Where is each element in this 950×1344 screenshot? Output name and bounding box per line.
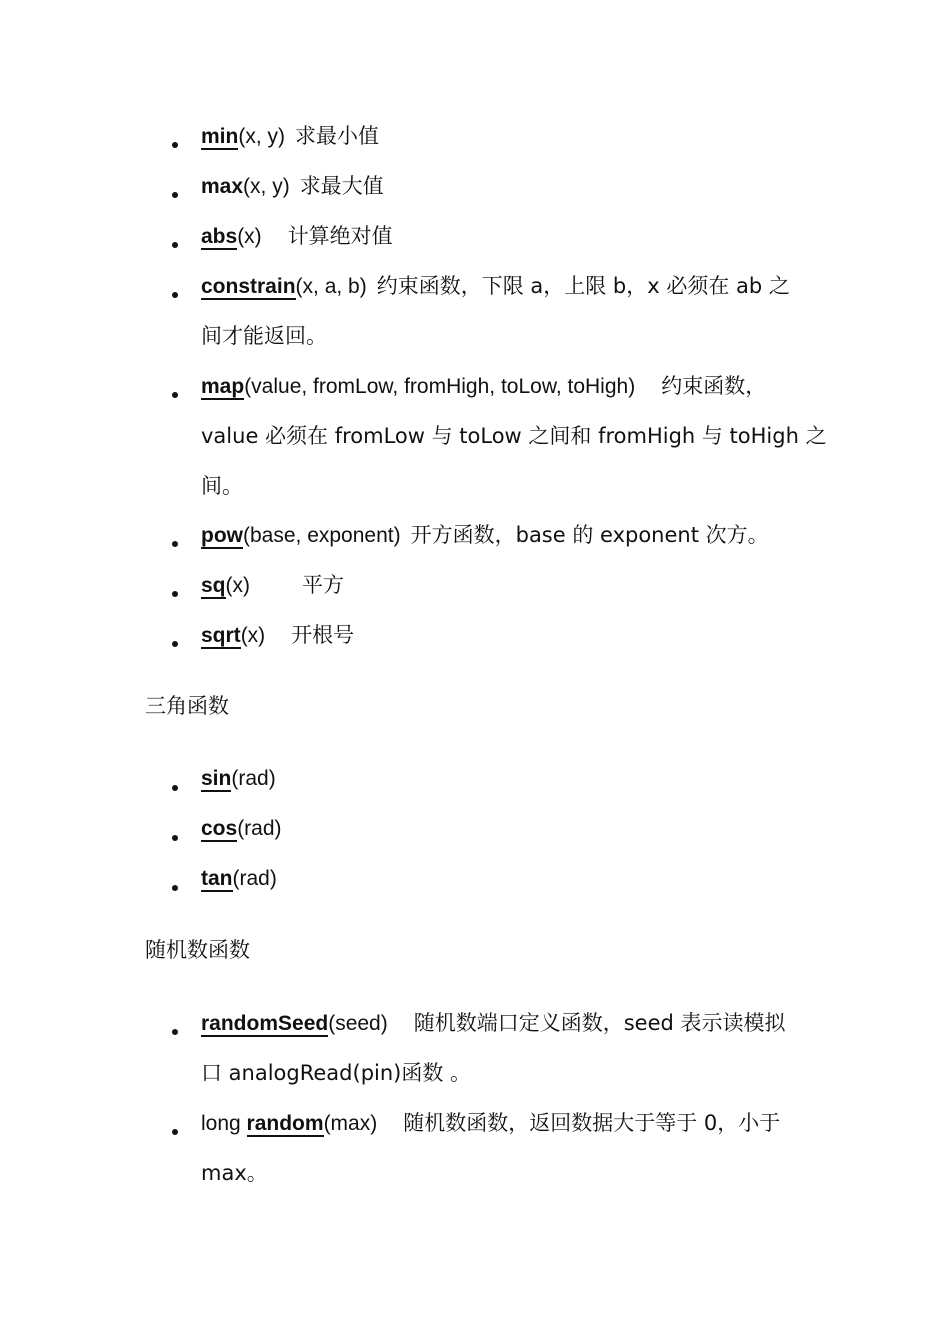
list-bullet [172, 292, 178, 298]
list-bullet [172, 1029, 178, 1035]
function-description: 随机数端口定义函数，seed 表示读模拟 [413, 1011, 786, 1035]
list-item-map [201, 361, 811, 411]
function-name: max [201, 175, 244, 198]
function-name: map [201, 375, 245, 398]
function-description: 开根号 [291, 623, 355, 647]
function-name: random [246, 1112, 324, 1135]
function-args: (x, y) [238, 125, 285, 148]
function-return-type: long [201, 1112, 247, 1135]
function-args: (seed) [328, 1012, 388, 1035]
list-item-max [201, 161, 811, 211]
function-args: (value, fromLow, fromHigh, toLow, toHigh) [244, 375, 636, 398]
function-name: min [201, 125, 239, 148]
function-description: 开方函数，base 的 exponent 次方。 [410, 523, 769, 547]
list-item-sin [201, 754, 811, 804]
function-description: 求最小值 [295, 124, 379, 148]
list-bullet [172, 1129, 178, 1135]
function-name: constrain [201, 275, 296, 298]
list-item-random [201, 1098, 811, 1148]
section-heading-trig: 三角函数 [145, 694, 229, 718]
function-name: pow [201, 524, 243, 547]
list-item-tan [201, 854, 811, 904]
list-bullet [172, 591, 178, 597]
list-item-cos [201, 804, 811, 854]
function-name: tan [201, 867, 233, 890]
list-item-continuation: max。 [201, 1161, 268, 1185]
list-item-constrain [201, 261, 811, 311]
list-bullet [172, 541, 178, 547]
list-bullet [172, 885, 178, 891]
function-name: abs [201, 225, 238, 248]
function-description: 计算绝对值 [287, 224, 393, 248]
function-args: (base, exponent) [243, 524, 401, 547]
function-args: (rad) [232, 867, 277, 890]
list-item-continuation: 间才能返回。 [201, 324, 327, 348]
list-bullet [172, 192, 178, 198]
list-item-continuation: value 必须在 fromLow 与 toLow 之间和 fromHigh 与 toHigh 之 [201, 424, 827, 448]
function-description: 约束函数， [661, 374, 767, 398]
function-args: (x) [225, 574, 251, 597]
list-item-pow [201, 510, 811, 560]
list-bullet [172, 392, 178, 398]
function-name: sin [201, 767, 232, 790]
list-bullet [172, 641, 178, 647]
section-heading-random: 随机数函数 [145, 938, 250, 962]
list-bullet [172, 835, 178, 841]
list-item-sqrt [201, 610, 811, 660]
function-args: (rad) [237, 817, 282, 840]
function-description: 平方 [302, 573, 345, 597]
list-item-sq [201, 560, 811, 610]
list-item-min [201, 111, 811, 161]
function-name: randomSeed [201, 1012, 329, 1035]
list-item-continuation: 间。 [201, 474, 243, 498]
function-args: (rad) [231, 767, 276, 790]
function-name: cos [201, 817, 238, 840]
function-description: 求最大值 [299, 174, 384, 198]
function-args: (x) [240, 624, 266, 647]
list-item-abs [201, 211, 811, 261]
list-item-randomseed [201, 998, 811, 1048]
list-bullet [172, 242, 178, 248]
function-args: (x) [237, 225, 262, 248]
list-bullet [172, 142, 178, 148]
function-name: sqrt [201, 624, 241, 647]
function-args: (x, y) [243, 175, 290, 198]
function-args: (max) [323, 1112, 378, 1135]
function-description: 随机数函数，返回数据大于等于 0，小于 [403, 1111, 781, 1135]
function-args: (x, a, b) [295, 275, 367, 298]
function-name: sq [201, 574, 226, 597]
function-description: 约束函数，下限 a，上限 b，x 必须在 ab 之 [376, 274, 790, 298]
list-bullet [172, 785, 178, 791]
list-item-continuation: 口 analogRead(pin)函数 。 [201, 1061, 472, 1085]
